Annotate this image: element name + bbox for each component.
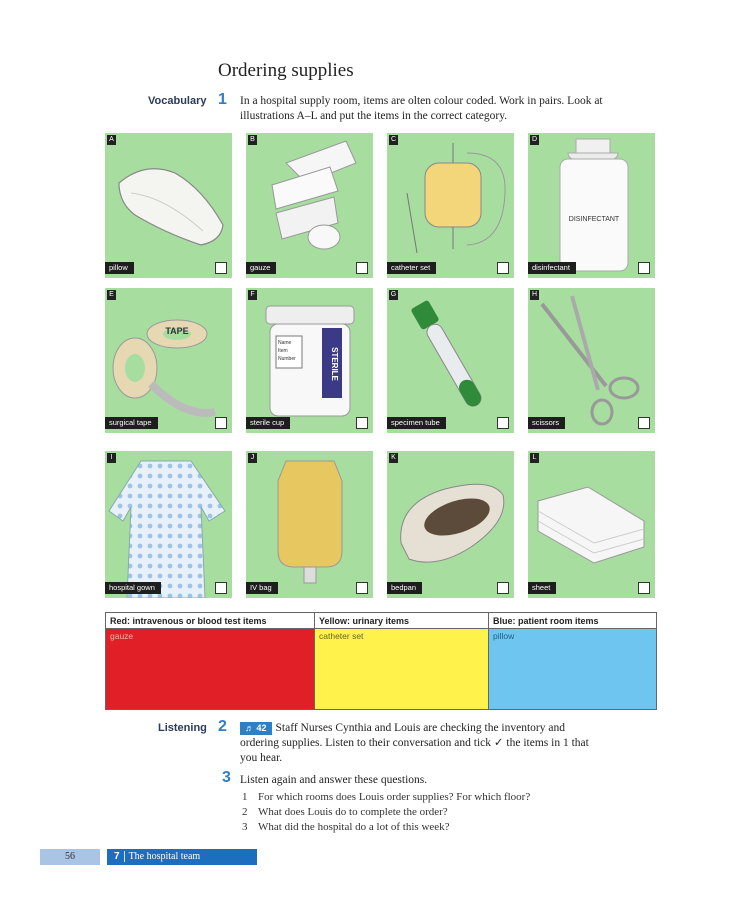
card-a [105, 133, 232, 278]
question-3 [242, 821, 450, 833]
cell-yellow[interactable]: catheter set [315, 629, 489, 710]
instruction-line-1: In a hospital supply room, items are olten colour coded. Work in pairs. Look at [240, 95, 603, 107]
item-label: disinfectant [528, 262, 576, 274]
item-checkbox[interactable] [638, 262, 650, 274]
listening-label: Listening [158, 722, 207, 734]
item-letter: I [107, 453, 116, 463]
item-label: scissors [528, 417, 565, 429]
catheter-set-illustration [387, 133, 514, 278]
exercise-3-instruction: Listen again and answer these questions. [240, 774, 428, 786]
tape-text: TAPE [165, 326, 189, 336]
card-k [387, 451, 514, 598]
question-number: 1 [242, 791, 248, 803]
cup-line-number: Number [278, 356, 296, 362]
gauze-illustration [246, 133, 373, 278]
item-checkbox[interactable] [497, 582, 509, 594]
page-title: Ordering supplies [218, 60, 354, 81]
cup-line-name: Name [278, 340, 292, 346]
category-header-row [106, 613, 657, 629]
listening-line-1 [240, 721, 660, 736]
question-text: What did the hospital do a lot of this week? [258, 821, 450, 833]
exercise-3-number: 3 [222, 769, 231, 786]
card-b [246, 133, 373, 278]
header-blue: Blue: patient room items [489, 613, 657, 629]
track-number: 42 [256, 723, 267, 733]
vocabulary-instruction [240, 94, 603, 124]
listening-instruction [240, 721, 660, 766]
question-number: 3 [242, 821, 248, 833]
item-checkbox[interactable] [356, 417, 368, 429]
category-body-row [106, 629, 657, 710]
category-table [105, 612, 657, 710]
item-label: catheter set [387, 262, 436, 274]
item-label: sterile cup [246, 417, 290, 429]
item-label: IV bag [246, 582, 278, 594]
header-yellow: Yellow: urinary items [315, 613, 489, 629]
bottle-text: DISINFECTANT [568, 216, 620, 223]
item-label: sheet [528, 582, 556, 594]
item-checkbox[interactable] [215, 262, 227, 274]
bedpan-illustration [387, 451, 514, 598]
question-text: For which rooms does Louis order supplies? For which floor? [258, 791, 531, 803]
item-letter: G [390, 291, 397, 298]
card-l [528, 451, 655, 598]
item-letter: B [248, 135, 257, 145]
specimen-tube-illustration [387, 288, 514, 433]
item-checkbox[interactable] [356, 582, 368, 594]
item-label: specimen tube [387, 417, 446, 429]
item-label: bedpan [387, 582, 422, 594]
listening-text-1: Staff Nurses Cynthia and Louis are checking the inventory and [275, 722, 565, 734]
item-letter: H [531, 291, 538, 298]
cell-blue[interactable]: pillow [489, 629, 657, 710]
cell-red[interactable]: gauze [106, 629, 315, 710]
card-g [387, 288, 514, 433]
card-c [387, 133, 514, 278]
question-text: What does Louis do to complete the order? [258, 806, 448, 818]
item-checkbox[interactable] [356, 262, 368, 274]
card-j [246, 451, 373, 598]
item-letter: C [390, 136, 397, 143]
listening-line-2: ordering supplies. Listen to their conversation and tick ✓ the items in 1 that [240, 737, 589, 749]
scissors-illustration [528, 288, 655, 433]
item-checkbox[interactable] [215, 582, 227, 594]
unit-title: The hospital team [128, 851, 201, 862]
item-label: surgical tape [105, 417, 158, 429]
unit-number: 7 [107, 851, 125, 862]
pillow-illustration [105, 133, 232, 278]
listening-line-3: you hear. [240, 752, 283, 764]
card-d [528, 133, 655, 278]
item-label: gauze [246, 262, 276, 274]
cup-sterile-text: STERILE [330, 347, 339, 381]
question-number: 2 [242, 806, 248, 818]
item-checkbox[interactable] [638, 417, 650, 429]
surgical-tape-illustration [105, 288, 232, 433]
item-letter: J [248, 453, 257, 463]
card-h [528, 288, 655, 433]
sterile-cup-illustration [246, 288, 373, 433]
hospital-gown-illustration [105, 451, 232, 598]
disinfectant-illustration [528, 133, 655, 278]
iv-bag-illustration [246, 451, 373, 598]
item-letter: L [530, 453, 539, 463]
item-checkbox[interactable] [497, 417, 509, 429]
item-letter: F [248, 290, 257, 300]
item-letter: D [531, 136, 538, 143]
item-label: hospital gown [105, 582, 161, 594]
page-number: 56 [40, 849, 100, 865]
item-letter: K [389, 453, 398, 463]
listening-number: 2 [218, 718, 227, 735]
instruction-line-2: illustrations A–L and put the items in the correct category. [240, 110, 508, 122]
card-e [105, 288, 232, 433]
cup-line-item: Item [278, 348, 288, 354]
question-2 [242, 806, 448, 818]
item-checkbox[interactable] [497, 262, 509, 274]
audio-track-icon[interactable]: ♬ 42 [240, 722, 272, 735]
item-letter: E [107, 290, 116, 300]
question-1 [242, 791, 530, 803]
vocabulary-number: 1 [218, 91, 227, 108]
item-label: pillow [105, 262, 134, 274]
header-red: Red: intravenous or blood test items [106, 613, 315, 629]
vocabulary-label: Vocabulary [148, 95, 207, 107]
item-checkbox[interactable] [638, 582, 650, 594]
item-checkbox[interactable] [215, 417, 227, 429]
sheet-illustration [528, 451, 655, 598]
item-letter: A [107, 135, 116, 145]
card-i [105, 451, 232, 598]
card-f [246, 288, 373, 433]
unit-banner [107, 849, 257, 865]
